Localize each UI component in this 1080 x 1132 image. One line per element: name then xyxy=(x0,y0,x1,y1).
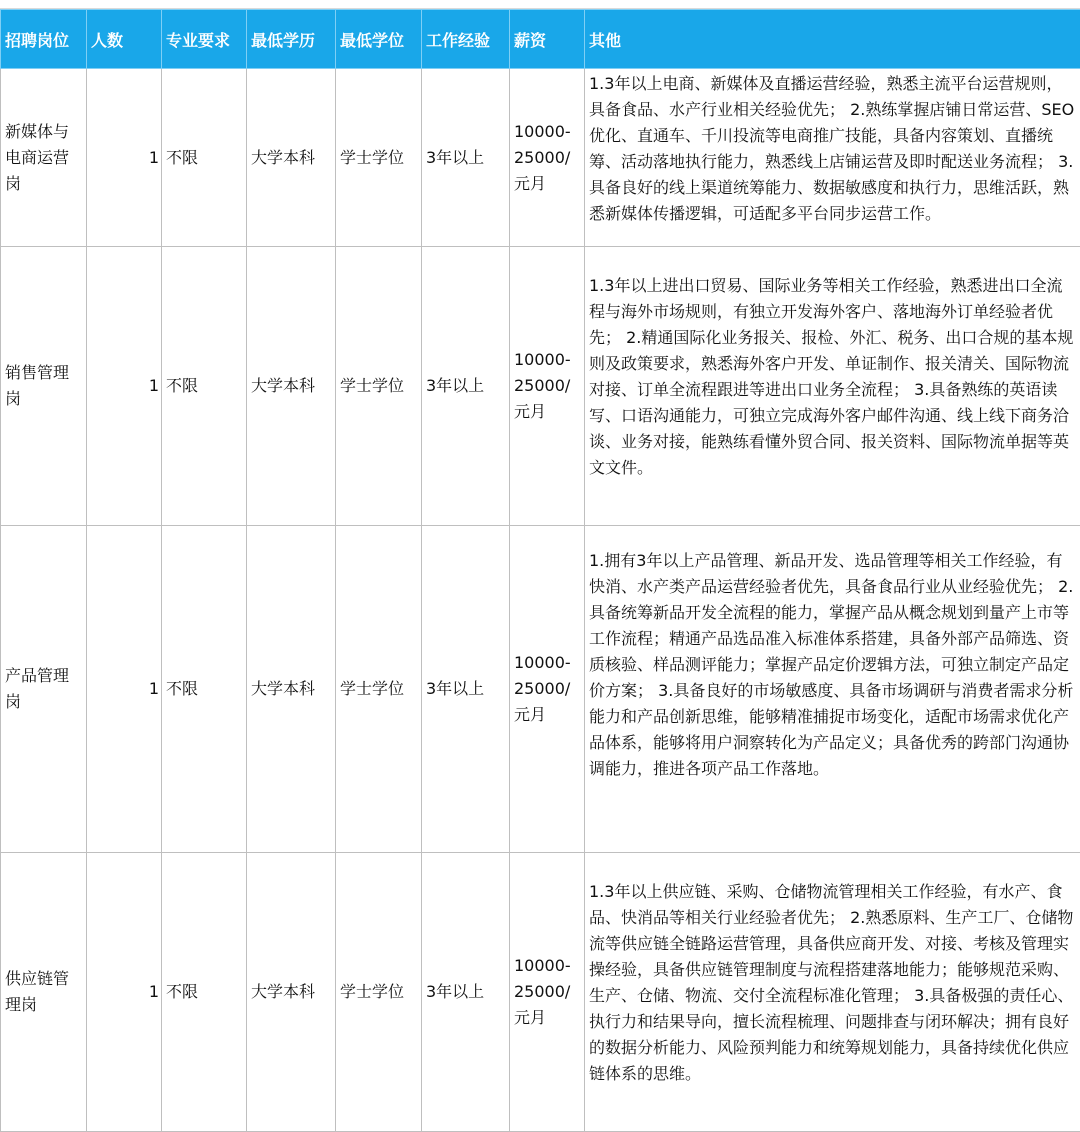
cell-education: 大学本科 xyxy=(247,526,336,853)
cell-major: 不限 xyxy=(162,526,247,853)
header-count: 人数 xyxy=(87,10,162,69)
cell-other: 1.3年以上电商、新媒体及直播运营经验，熟悉主流平台运营规则，具备食品、水产行业相关经验优先； 2.熟练掌握店铺日常运营、SEO优化、直通车、千川投流等电商推广技能，具备内容策划、直播统筹、活动落地执行能力，熟悉线上店铺运营及即时配送业务流程； 3.具备良好的线上渠道统筹能力、数据敏感度和执行力，思维活跃，熟悉新媒体传播逻辑，可适配多平台同步运营工作。 xyxy=(585,69,1080,247)
cell-education: 大学本科 xyxy=(247,247,336,526)
cell-other: 1.3年以上供应链、采购、仓储物流管理相关工作经验，有水产、食品、快消品等相关行业经验者优先； 2.熟悉原料、生产工厂、仓储物流等供应链全链路运营管理，具备供应商开发、对接、考核及管理实操经验，具备供应链管理制度与流程搭建落地能力；能够规范采购、生产、仓储、物流、交付全流程标准化管理； 3.具备极强的责任心、执行力和结果导向，擅长流程梳理、问题排查与闭环解决；拥有良好的数据分析能力、风险预判能力和统筹规划能力，具备持续优化供应链体系的思维。 xyxy=(585,853,1080,1132)
cell-position: 供应链管理岗 xyxy=(1,853,87,1132)
cell-degree: 学士学位 xyxy=(336,69,422,247)
cell-degree: 学士学位 xyxy=(336,247,422,526)
cell-count: 1 xyxy=(87,853,162,1132)
cell-salary: 10000-25000/元月 xyxy=(510,853,585,1132)
cell-salary: 10000-25000/元月 xyxy=(510,526,585,853)
header-other: 其他 xyxy=(585,10,1080,69)
cell-other: 1.3年以上进出口贸易、国际业务等相关工作经验，熟悉进出口全流程与海外市场规则，有独立开发海外客户、落地海外订单经验者优先； 2.精通国际化业务报关、报检、外汇、税务、出口合规的基本规则及政策要求，熟悉海外客户开发、单证制作、报关清关、国际物流对接、订单全流程跟进等进出口业务全流程； 3.具备熟练的英语读写、口语沟通能力，可独立完成海外客户邮件沟通、线上线下商务洽谈、业务对接，能熟练看懂外贸合同、报关资料、国际物流单据等英文文件。 xyxy=(585,247,1080,526)
cell-salary: 10000-25000/元月 xyxy=(510,69,585,247)
cell-experience: 3年以上 xyxy=(422,247,510,526)
table-header-row xyxy=(1,10,1080,69)
header-experience: 工作经验 xyxy=(422,10,510,69)
header-degree: 最低学位 xyxy=(336,10,422,69)
cell-count: 1 xyxy=(87,247,162,526)
cell-position: 产品管理岗 xyxy=(1,526,87,853)
cell-position: 销售管理岗 xyxy=(1,247,87,526)
header-salary: 薪资 xyxy=(510,10,585,69)
table-row xyxy=(1,247,1080,526)
cell-major: 不限 xyxy=(162,247,247,526)
cell-education: 大学本科 xyxy=(247,69,336,247)
cell-major: 不限 xyxy=(162,69,247,247)
cell-education: 大学本科 xyxy=(247,853,336,1132)
header-major: 专业要求 xyxy=(162,10,247,69)
cell-major: 不限 xyxy=(162,853,247,1132)
header-education: 最低学历 xyxy=(247,10,336,69)
cell-count: 1 xyxy=(87,526,162,853)
cell-degree: 学士学位 xyxy=(336,853,422,1132)
cell-salary: 10000-25000/元月 xyxy=(510,247,585,526)
cell-degree: 学士学位 xyxy=(336,526,422,853)
cell-experience: 3年以上 xyxy=(422,853,510,1132)
header-position: 招聘岗位 xyxy=(1,10,87,69)
table-row xyxy=(1,853,1080,1132)
cell-other: 1.拥有3年以上产品管理、新品开发、选品管理等相关工作经验，有快消、水产类产品运营经验者优先，具备食品行业从业经验优先； 2.具备统筹新品开发全流程的能力，掌握产品从概念规划到量产上市等工作流程；精通产品选品准入标准体系搭建，具备外部产品筛选、资质核验、样品测评能力；掌握产品定价逻辑方法，可独立制定产品定价方案； 3.具备良好的市场敏感度、具备市场调研与消费者需求分析能力和产品创新思维，能够精准捕捉市场变化，适配市场需求优化产品体系，能够将用户洞察转化为产品定义；具备优秀的跨部门沟通协调能力，推进各项产品工作落地。 xyxy=(585,526,1080,853)
cell-position: 新媒体与电商运营岗 xyxy=(1,69,87,247)
recruitment-table xyxy=(0,9,1080,1132)
top-edge xyxy=(0,0,1080,9)
cell-experience: 3年以上 xyxy=(422,526,510,853)
table-row xyxy=(1,69,1080,247)
cell-count: 1 xyxy=(87,69,162,247)
table-row xyxy=(1,526,1080,853)
cell-experience: 3年以上 xyxy=(422,69,510,247)
